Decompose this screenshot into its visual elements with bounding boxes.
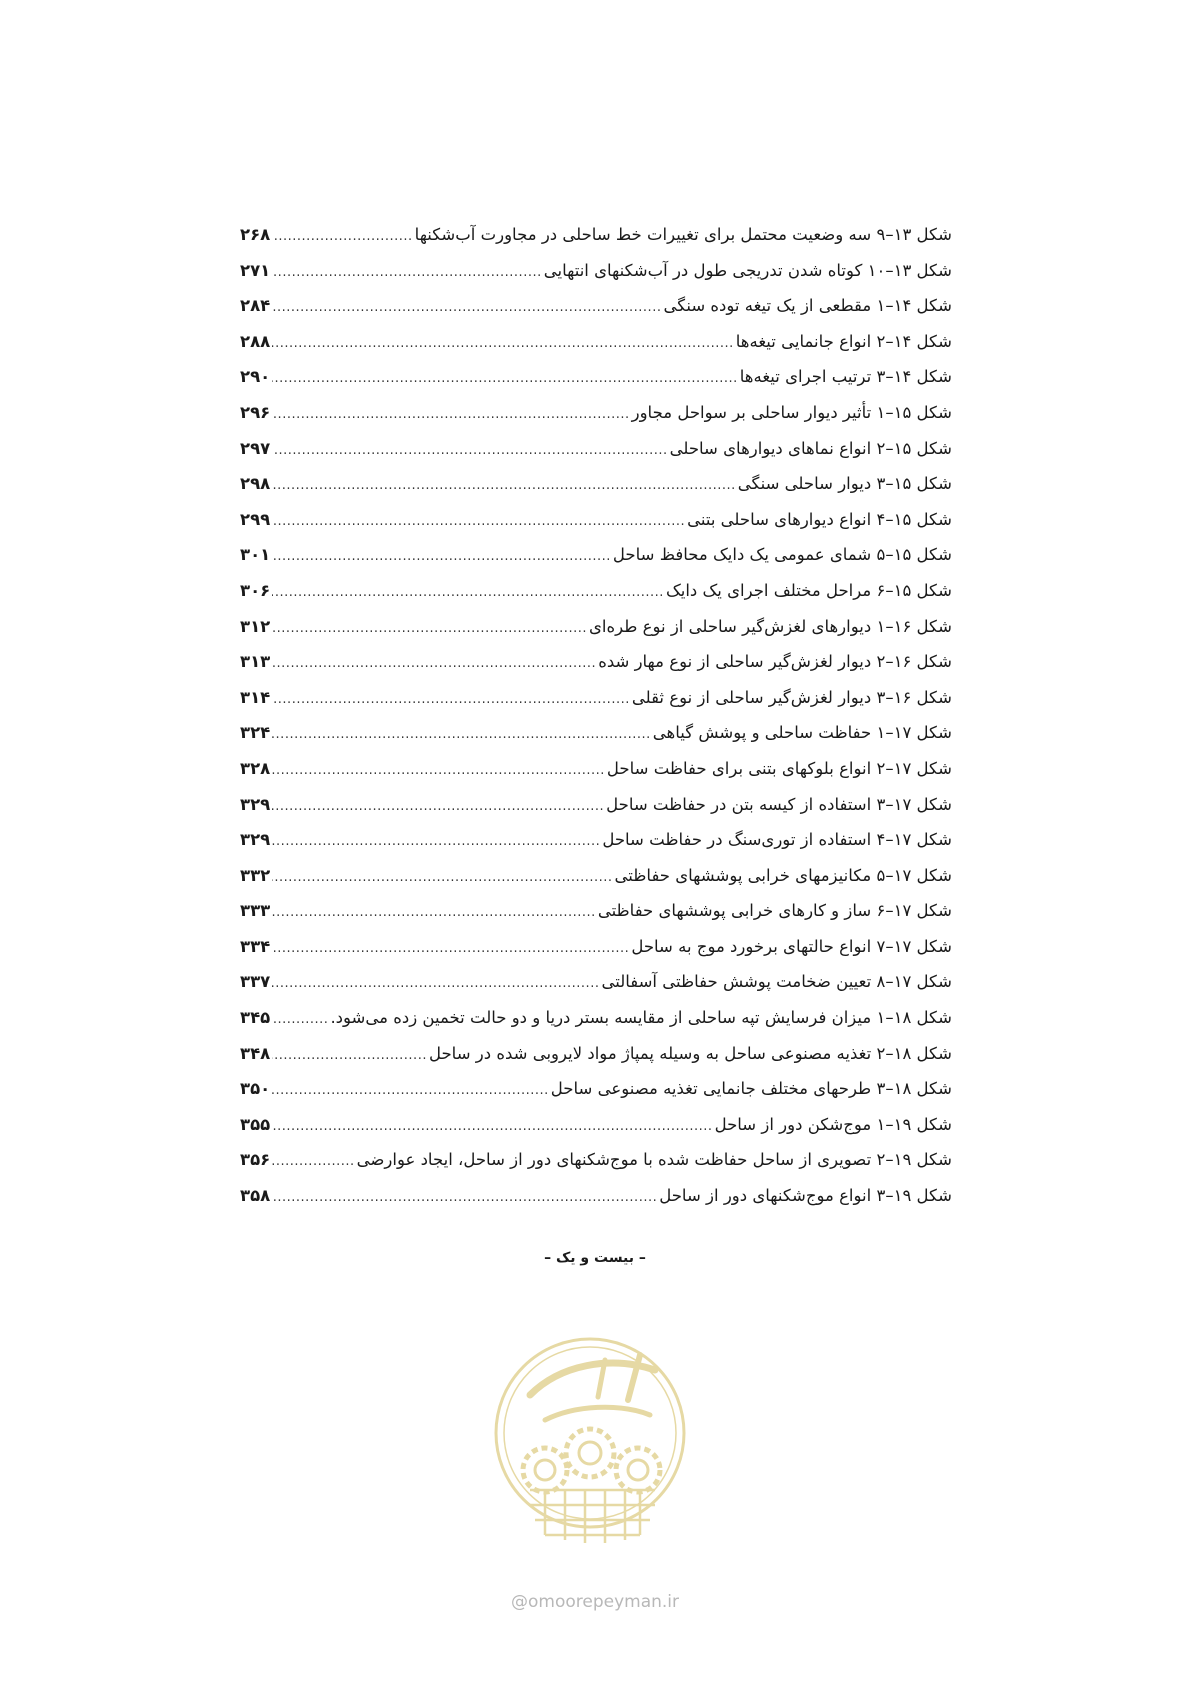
- toc-entry: [240, 395, 952, 431]
- toc-entry-page: ۲۹۷: [240, 438, 271, 458]
- dot-leader: [272, 575, 664, 611]
- toc-entry-title: شکل ۱۷–۵ مکانیزمهای خرابی پوششهای حفاظتی: [614, 865, 952, 885]
- toc-entry-page: ۳۳۲: [240, 865, 271, 885]
- toc-entry-title: شکل ۱۷–۶ ساز و کارهای خرابی پوششهای حفاظتی: [597, 901, 952, 921]
- toc-entry-title: شکل ۱۴–۲ انواع جانمایی تیغه‌ها: [735, 331, 952, 351]
- toc-entry-page: ۳۲۹: [240, 794, 271, 814]
- dot-leader: [272, 468, 736, 504]
- dot-leader: [272, 1073, 549, 1109]
- dot-leader: [272, 646, 596, 682]
- toc-entry: [240, 787, 952, 823]
- toc-entry: [240, 964, 952, 1000]
- toc-entry-title: شکل ۱۹–۲ تصویری از ساحل حفاظت شده با موج‌شکنهای دور از ساحل، ایجاد عوارضی: [356, 1150, 952, 1170]
- dot-leader: [272, 611, 587, 647]
- figure-list: [240, 217, 952, 1214]
- toc-entry: [240, 1036, 952, 1072]
- toc-entry-title: شکل ۱۵–۵ شمای عمومی یک دایک محافظ ساحل: [612, 545, 952, 565]
- toc-entry: [240, 609, 952, 645]
- toc-entry: [240, 359, 952, 395]
- dot-leader: [272, 1002, 328, 1038]
- toc-entry-page: ۳۰۶: [240, 580, 271, 600]
- toc-entry: [240, 1071, 952, 1107]
- toc-entry-page: ۳۳۴: [240, 936, 271, 956]
- toc-entry-page: ۳۳۷: [240, 972, 271, 992]
- dot-leader: [272, 789, 604, 825]
- toc-entry-title: شکل ۱۳–۱۰ کوتاه شدن تدریجی طول در آب‌شکنهای انتهایی: [543, 260, 952, 280]
- toc-entry-title: شکل ۱۸–۲ تغذیه مصنوعی ساحل به وسیله پمپاژ مواد لایروبی شده در ساحل: [428, 1043, 952, 1063]
- dot-leader: [272, 860, 612, 896]
- toc-entry-page: ۲۸۸: [240, 331, 271, 351]
- toc-entry: [240, 858, 952, 894]
- dot-leader: [272, 931, 629, 967]
- toc-entry-page: ۳۱۲: [240, 616, 271, 636]
- toc-entry-title: شکل ۱۹–۱ موج‌شکن دور از ساحل: [714, 1114, 952, 1134]
- toc-entry-page: ۳۲۸: [240, 758, 271, 778]
- toc-entry: [240, 537, 952, 573]
- toc-entry-title: شکل ۱۹–۳ انواع موج‌شکنهای دور از ساحل: [659, 1186, 952, 1206]
- toc-entry-page: ۳۵۵: [240, 1114, 271, 1134]
- toc-entry: [240, 324, 952, 360]
- toc-entry-title: شکل ۱۶–۳ دیوار لغزش‌گیر ساحلی از نوع ثقلی: [631, 687, 952, 707]
- page-number-footer: – بیست و یک –: [544, 1250, 646, 1266]
- toc-entry-page: ۳۲۹: [240, 830, 271, 850]
- toc-entry-title: شکل ۱۷–۷ انواع حالتهای برخورد موج به ساحل: [631, 936, 952, 956]
- toc-entry-page: ۳۵۶: [240, 1150, 271, 1170]
- dot-leader: [272, 326, 734, 362]
- toc-entry-title: شکل ۱۶–۲ دیوار لغزش‌گیر ساحلی از نوع مهار شده: [598, 652, 952, 672]
- toc-entry: [240, 431, 952, 467]
- toc-entry-page: ۳۴۸: [240, 1043, 271, 1063]
- dot-leader: [272, 1144, 354, 1180]
- dot-leader: [272, 895, 596, 931]
- toc-entry-title: شکل ۱۳–۹ سه وضعیت محتمل برای تغییرات خط ساحلی در مجاورت آب‌شکنها: [414, 225, 952, 244]
- dot-leader: [272, 539, 611, 575]
- toc-entry: [240, 644, 952, 680]
- dot-leader: [272, 255, 542, 291]
- toc-entry: [240, 680, 952, 716]
- toc-entry-page: ۲۸۴: [240, 296, 271, 316]
- toc-entry: [240, 715, 952, 751]
- toc-entry-title: شکل ۱۴–۳ ترتیب اجرای تیغه‌ها: [739, 367, 952, 387]
- toc-entry-title: شکل ۱۶–۱ دیوارهای لغزش‌گیر ساحلی از نوع طره‌ای: [588, 616, 952, 636]
- toc-entry-page: ۳۴۵: [240, 1008, 271, 1028]
- toc-entry-title: شکل ۱۵–۱ تأثیر دیوار ساحلی بر سواحل مجاور: [631, 402, 952, 422]
- dot-leader: [272, 1180, 657, 1216]
- toc-entry-page: ۳۰۱: [240, 545, 271, 565]
- dot-leader: [272, 1109, 712, 1145]
- toc-entry-title: شکل ۱۷–۱ حفاظت ساحلی و پوشش گیاهی: [652, 723, 952, 743]
- toc-entry-page: ۳۱۴: [240, 687, 271, 707]
- toc-entry: [240, 1107, 952, 1143]
- toc-entry: [240, 1142, 952, 1178]
- toc-entry-title: شکل ۱۷–۳ استفاده از کیسه بتن در حفاظت ساحل: [606, 794, 952, 814]
- toc-entry-page: ۲۹۰: [240, 367, 271, 387]
- toc-entry-page: ۳۵۸: [240, 1186, 271, 1206]
- dot-leader: [272, 361, 738, 397]
- toc-entry: [240, 288, 952, 324]
- watermark-url: @omoorepeyman.ir: [510, 1592, 680, 1612]
- toc-entry-page: ۲۹۹: [240, 509, 271, 529]
- toc-entry: [240, 1000, 952, 1036]
- toc-entry-title: شکل ۱۷–۸ تعیین ضخامت پوشش حفاظتی آسفالتی: [601, 972, 952, 992]
- toc-entry-page: ۳۳۳: [240, 901, 271, 921]
- toc-entry: [240, 466, 952, 502]
- dot-leader: [272, 824, 600, 860]
- toc-entry-title: شکل ۱۸–۱ میزان فرسایش تپه ساحلی از مقایسه بستر دریا و دو حالت تخمین زده می‌شود.: [330, 1008, 952, 1028]
- toc-entry-page: ۳۲۴: [240, 723, 271, 743]
- toc-entry-title: شکل ۱۷–۲ انواع بلوکهای بتنی برای حفاظت ساحل: [606, 758, 952, 778]
- toc-entry: [240, 822, 952, 858]
- dot-leader: [272, 966, 599, 1002]
- toc-entry-title: شکل ۱۸–۳ طرحهای مختلف جانمایی تغذیه مصنوعی ساحل: [550, 1079, 952, 1099]
- dot-leader: [272, 433, 667, 469]
- dot-leader: [272, 397, 629, 433]
- toc-entry-page: ۳۵۰: [240, 1079, 271, 1099]
- toc-entry-page: ۲۹۸: [240, 474, 271, 494]
- toc-entry: [240, 573, 952, 609]
- toc-entry-title: شکل ۱۵–۶ مراحل مختلف اجرای یک دایک: [665, 580, 952, 600]
- toc-entry-page: ۳۱۳: [240, 652, 271, 672]
- toc-entry-page: ۲۹۶: [240, 402, 271, 422]
- dot-leader: [272, 682, 630, 718]
- toc-entry-title: شکل ۱۵–۴ انواع دیوارهای ساحلی بتنی: [687, 509, 952, 529]
- toc-entry: [240, 253, 952, 289]
- toc-entry-page: ۲۷۱: [240, 260, 271, 280]
- toc-entry: [240, 1178, 952, 1214]
- toc-entry: [240, 502, 952, 538]
- toc-entry-title: شکل ۱۵–۲ انواع نماهای دیوارهای ساحلی: [669, 438, 952, 458]
- toc-entry: [240, 893, 952, 929]
- dot-leader: [272, 219, 412, 255]
- toc-entry: [240, 217, 952, 253]
- dot-leader: [272, 717, 651, 753]
- toc-entry: [240, 929, 952, 965]
- dot-leader: [272, 753, 605, 789]
- toc-entry-title: شکل ۱۵–۳ دیوار ساحلی سنگی: [737, 474, 952, 494]
- toc-entry-title: شکل ۱۴–۱ مقطعی از یک تیغه توده سنگی: [663, 296, 952, 316]
- dot-leader: [272, 290, 661, 326]
- toc-entry-title: شکل ۱۷–۴ استفاده از توری‌سنگ در حفاظت ساحل: [602, 830, 952, 850]
- dot-leader: [272, 504, 685, 540]
- toc-entry: [240, 751, 952, 787]
- toc-entry-page: ۲۶۸: [240, 225, 271, 244]
- watermark-logo: [490, 1325, 690, 1595]
- dot-leader: [272, 1038, 427, 1074]
